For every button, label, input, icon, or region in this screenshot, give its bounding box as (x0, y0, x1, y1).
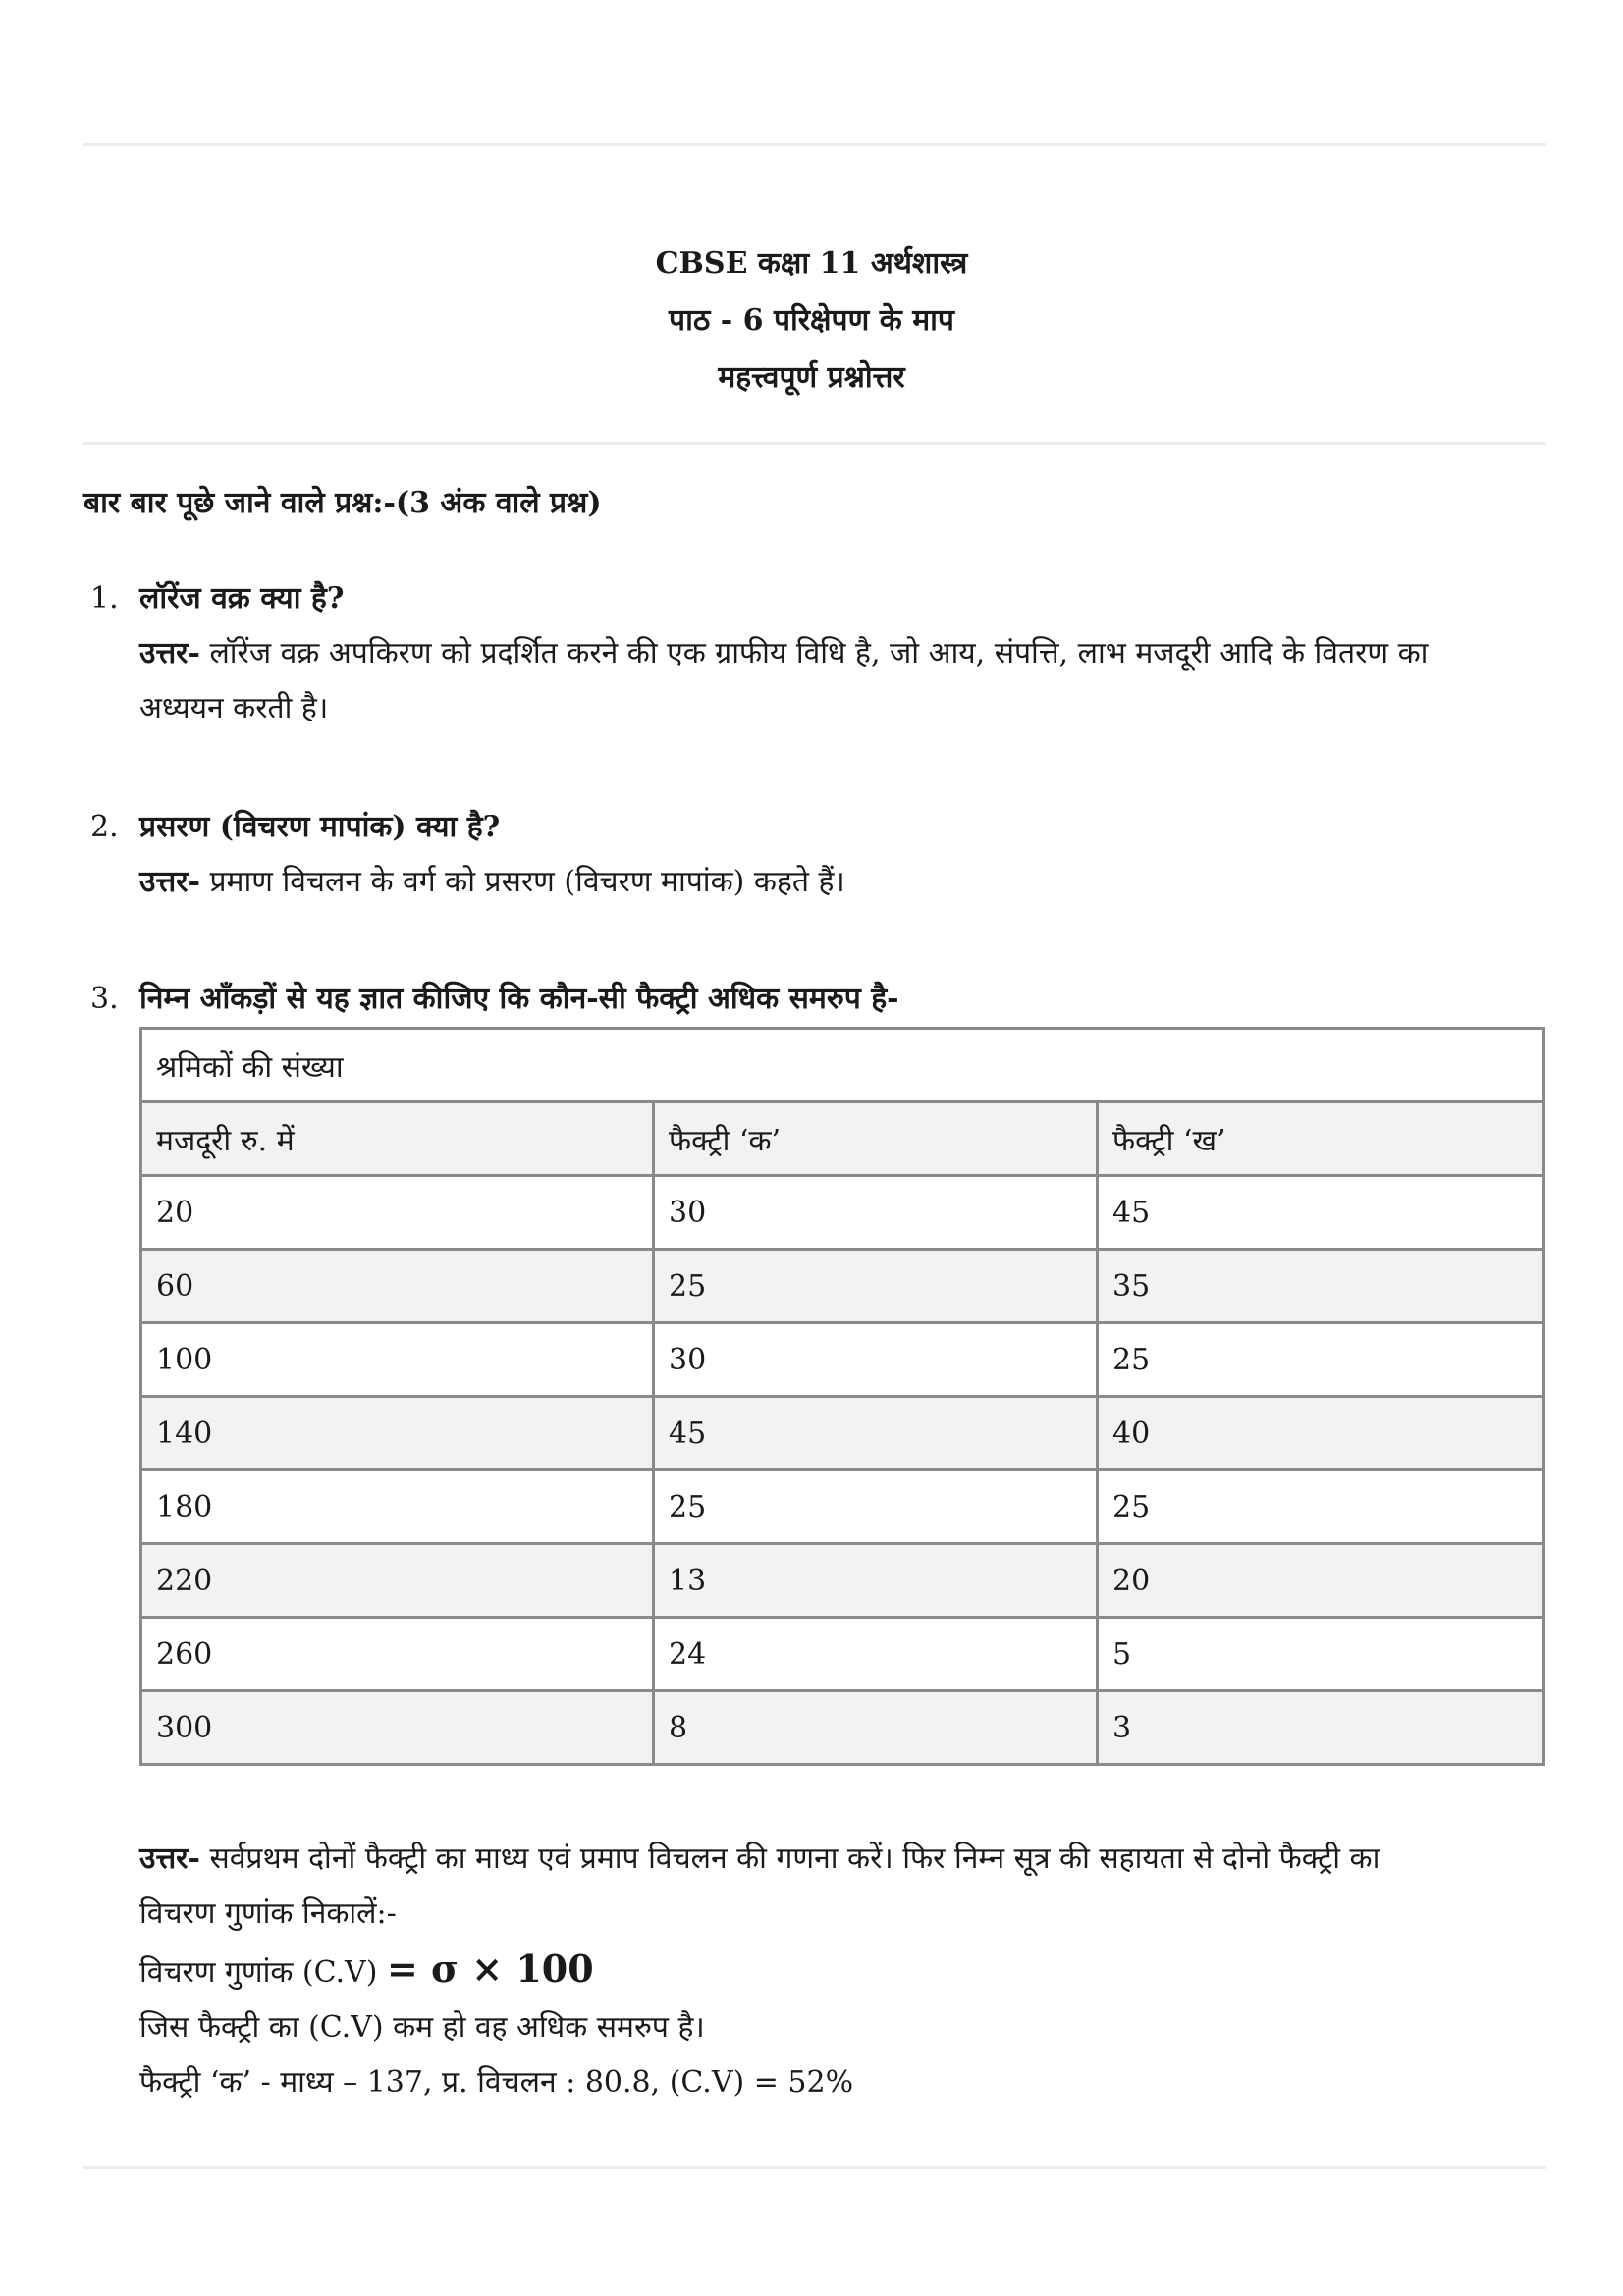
cell-wage: 140 (141, 1397, 654, 1470)
top-divider (83, 143, 1546, 146)
table-row (141, 1250, 1544, 1323)
bottom-divider (83, 2166, 1546, 2169)
table-header-factory-b: फैक्ट्री ‘ख’ (1098, 1102, 1544, 1176)
cell-factory-b: 25 (1098, 1470, 1544, 1544)
factory-a-result: फैक्ट्री ‘क’ - माध्य – 137, प्र. विचलन : 80.8, (C.V) = 52% (139, 2065, 854, 2100)
question-text: लॉरेंज वक्र क्या है? (139, 581, 345, 615)
question-number: 3. (90, 982, 119, 1016)
table-row (141, 1470, 1544, 1544)
cell-factory-b: 40 (1098, 1397, 1544, 1470)
table-header-wage: मजदूरी रु. में (141, 1102, 654, 1176)
header-divider (83, 442, 1546, 445)
cell-wage: 60 (141, 1250, 654, 1323)
question-number: 2. (90, 810, 119, 844)
formula-line (139, 1942, 1543, 2001)
cell-factory-b: 5 (1098, 1618, 1544, 1691)
answer-text-continued: अध्ययन करती है। (139, 691, 329, 725)
question-number: 1. (90, 581, 119, 615)
question-2 (90, 800, 500, 855)
section-title: बार बार पूछे जाने वाले प्रश्न:-(3 अंक वाले प्रश्न) (83, 486, 602, 520)
answer-1 (139, 626, 1543, 736)
cell-wage: 300 (141, 1691, 654, 1765)
question-text: प्रसरण (विचरण मापांक) क्या है? (139, 810, 501, 844)
cell-factory-b: 45 (1098, 1176, 1544, 1250)
conclusion-text: जिस फैक्ट्री का (C.V) कम हो वह अधिक समरुप है। (139, 2010, 705, 2045)
cell-factory-b: 25 (1098, 1323, 1544, 1397)
header-line-3: महत्त्वपूर्ण प्रश्नोत्तर (718, 360, 905, 395)
cell-wage: 220 (141, 1544, 654, 1618)
cell-factory-a: 30 (654, 1176, 1098, 1250)
cell-factory-a: 13 (654, 1544, 1098, 1618)
cell-factory-a: 24 (654, 1618, 1098, 1691)
table-row (141, 1397, 1544, 1470)
cell-wage: 100 (141, 1323, 654, 1397)
cell-factory-a: 25 (654, 1250, 1098, 1323)
answer-text: प्रमाण विचलन के वर्ग को प्रसरण (विचरण मापांक) कहते हैं। (199, 865, 845, 899)
answer-text: लॉरेंज वक्र अपकिरण को प्रदर्शित करने की एक ग्राफीय विधि है, जो आय, संपत्ति, लाभ मजदूरी आदि के वितरण का (199, 636, 1429, 670)
table-caption: श्रमिकों की संख्या (141, 1029, 1544, 1102)
answer-label: उत्तर- (139, 865, 200, 899)
formula-expression: = σ × 100 (386, 1947, 594, 1991)
table-row (141, 1323, 1544, 1397)
answer-2 (139, 855, 1543, 910)
answer-text-continued: विचरण गुणांक निकालें:- (139, 1896, 397, 1931)
cell-factory-a: 45 (654, 1397, 1098, 1470)
cell-wage: 180 (141, 1470, 654, 1544)
table-row (141, 1691, 1544, 1765)
table-row (141, 1544, 1544, 1618)
answer-label: उत्तर- (139, 636, 200, 670)
answer-label: उत्तर- (139, 1842, 200, 1876)
header-line-2: पाठ - 6 परिक्षेपण के माप (669, 303, 954, 338)
question-3 (90, 972, 899, 1027)
answer-3 (139, 1832, 1543, 2110)
cell-factory-b: 20 (1098, 1544, 1544, 1618)
question-1 (90, 571, 344, 626)
question-text: निम्न आँकड़ों से यह ज्ञात कीजिए कि कौन-सी फैक्ट्री अधिक समरुप है- (139, 982, 899, 1016)
table-row (141, 1176, 1544, 1250)
answer-text: सर्वप्रथम दोनों फैक्ट्री का माध्य एवं प्रमाप विचलन की गणना करें। फिर निम्न सूत्र की सहायता से दोनो फैक्ट्री का (199, 1842, 1380, 1876)
cell-factory-a: 30 (654, 1323, 1098, 1397)
document-header (0, 236, 1623, 406)
cell-wage: 20 (141, 1176, 654, 1250)
cell-factory-a: 8 (654, 1691, 1098, 1765)
header-line-1: CBSE कक्षा 11 अर्थशास्त्र (655, 246, 968, 281)
table-row (141, 1618, 1544, 1691)
table-header-factory-a: फैक्ट्री ‘क’ (654, 1102, 1098, 1176)
cell-wage: 260 (141, 1618, 654, 1691)
cell-factory-a: 25 (654, 1470, 1098, 1544)
wage-table (139, 1027, 1545, 1766)
cell-factory-b: 35 (1098, 1250, 1544, 1323)
cell-factory-b: 3 (1098, 1691, 1544, 1765)
formula-label: विचरण गुणांक (C.V) (139, 1955, 387, 1990)
